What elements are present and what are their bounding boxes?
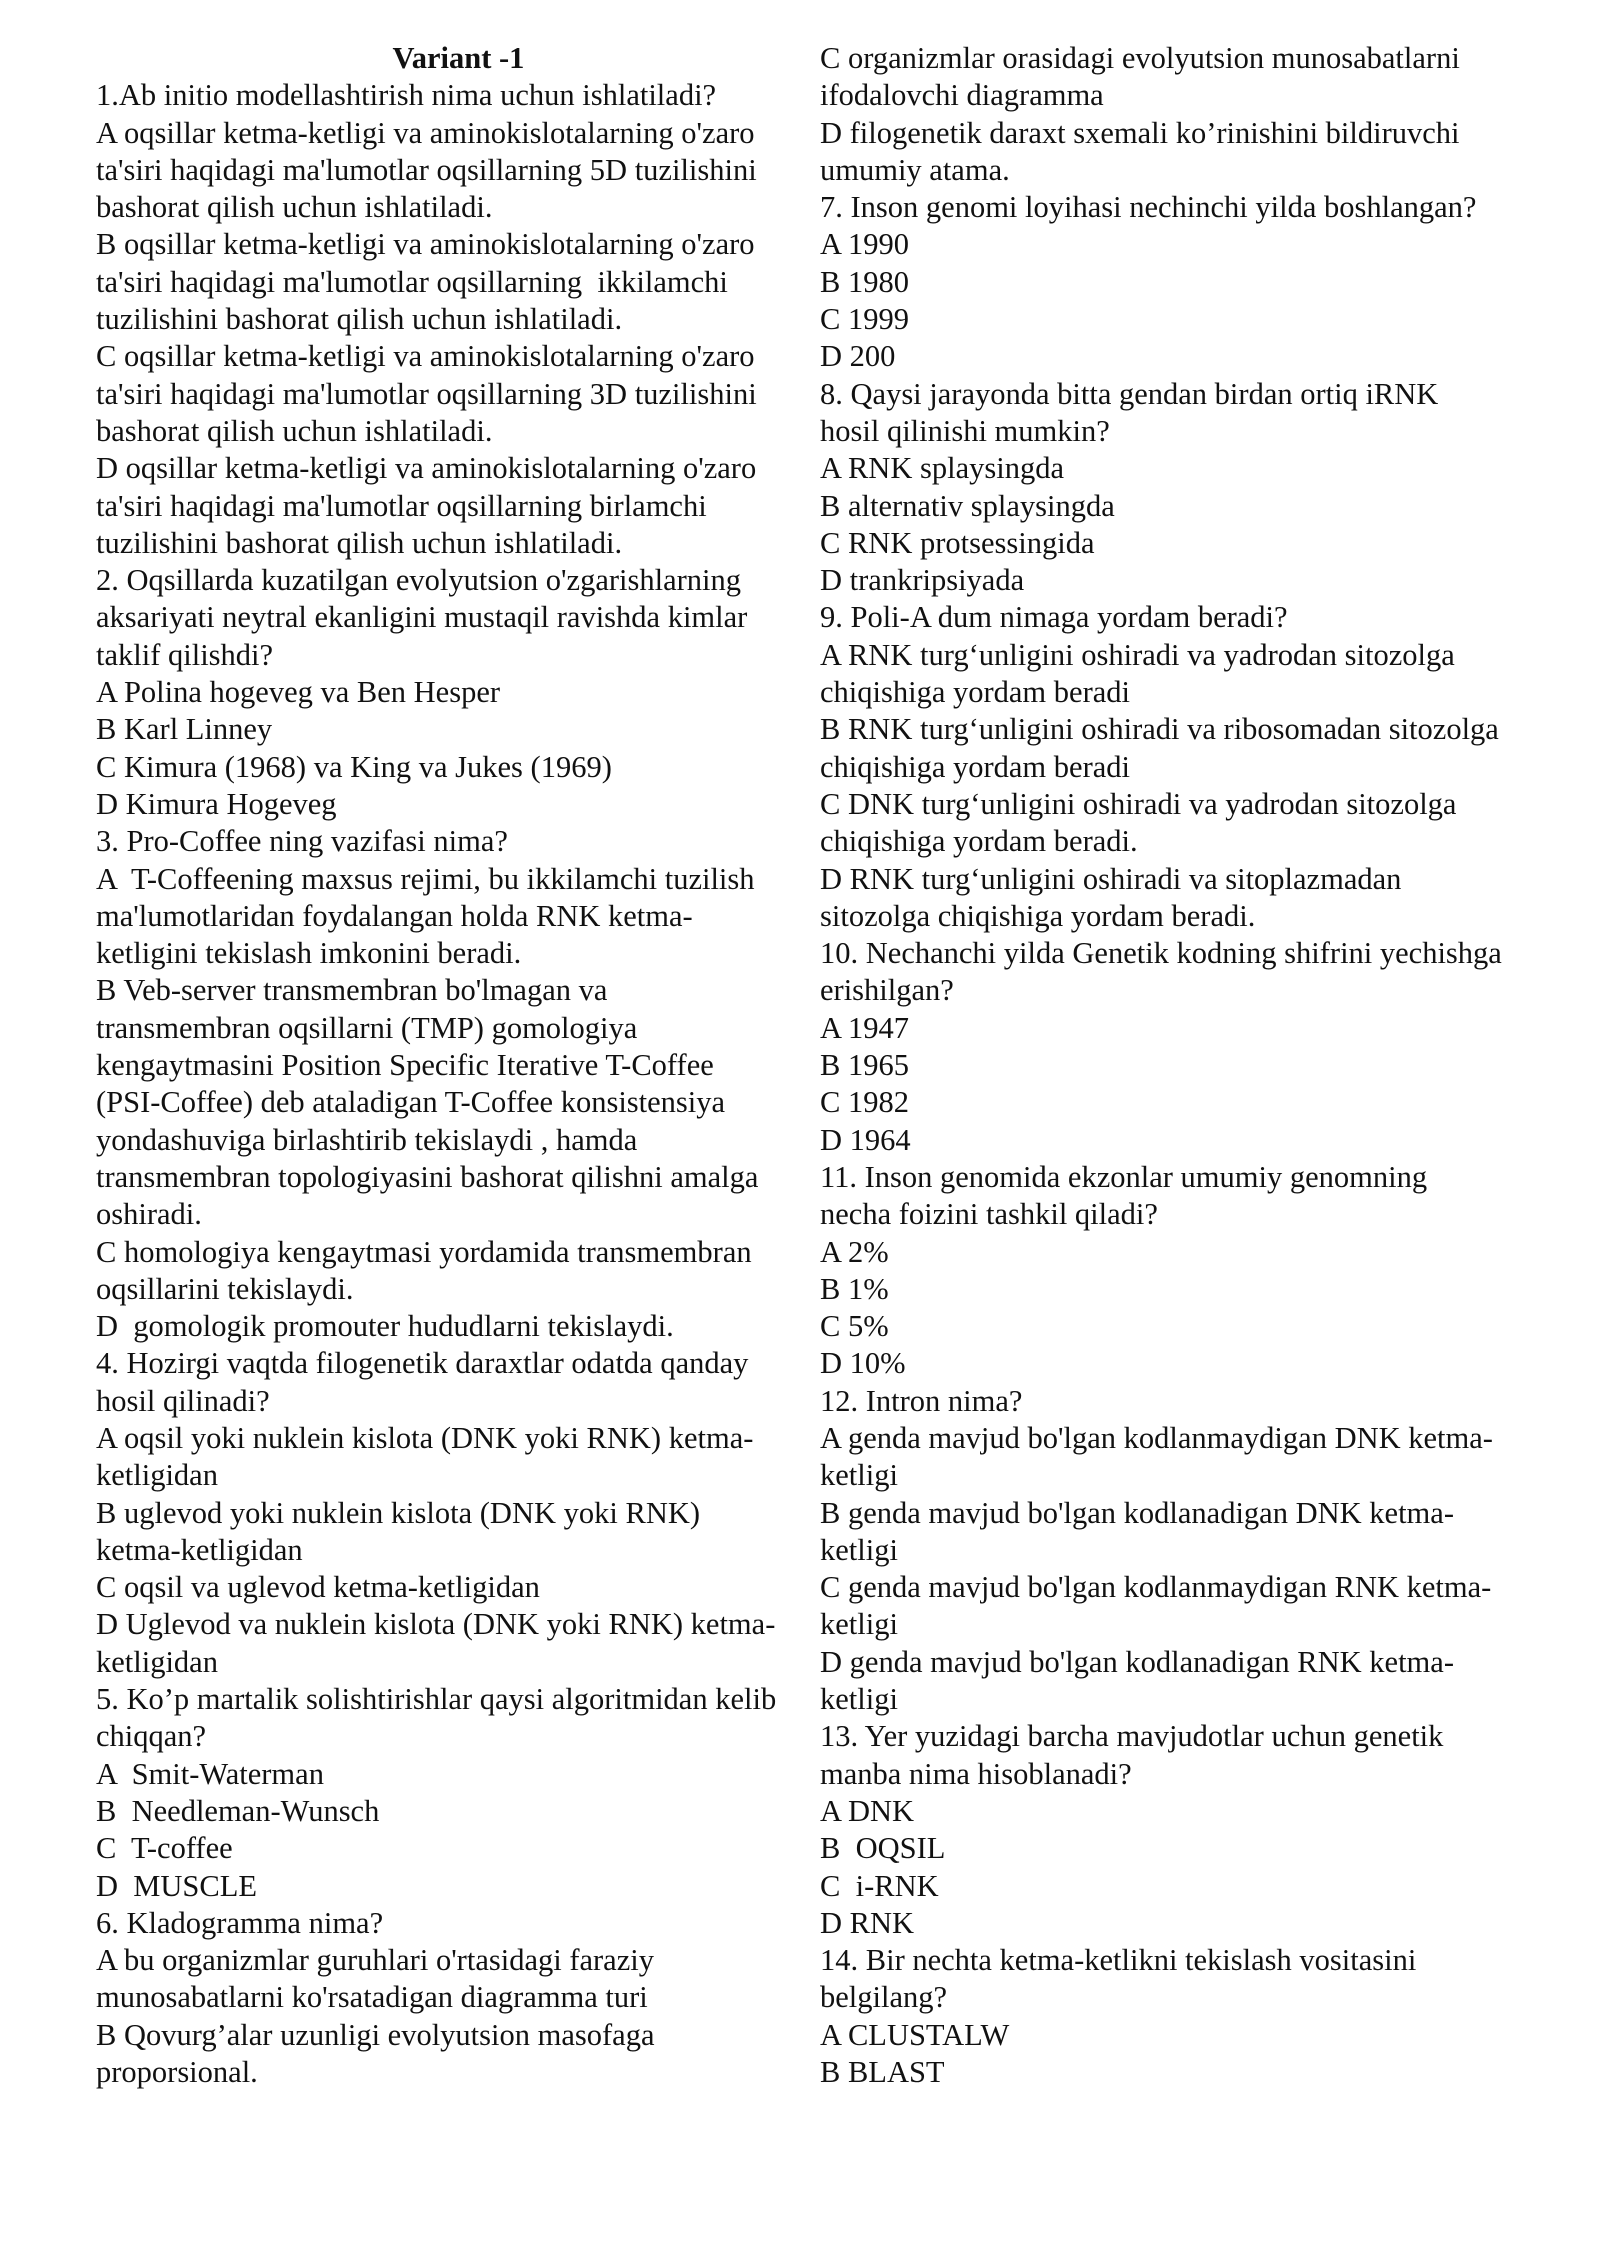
text-line: A oqsillar ketma-ketligi va aminokislotalarning o'zaro	[96, 115, 755, 150]
text-line: hosil qilinadi?	[96, 1383, 270, 1418]
text-line: B 1965	[820, 1048, 909, 1083]
text-line: proporsional.	[96, 2055, 258, 2090]
text-line: ta'siri haqidagi ma'lumotlar oqsillarning birlamchi	[96, 488, 707, 523]
text-line: munosabatlarni ko'rsatadigan diagramma turi	[96, 1980, 648, 2015]
text-line: A RNK splaysingda	[820, 451, 1064, 486]
text-line: A oqsil yoki nuklein kislota (DNK yoki RNK) ketma-	[96, 1420, 754, 1455]
text-line: B Needleman-Wunsch	[96, 1793, 380, 1828]
text-line: taklif qilishdi?	[96, 637, 274, 672]
text-line: C Kimura (1968) va King va Jukes (1969)	[96, 749, 612, 784]
text-line: necha foizini tashkil qiladi?	[820, 1197, 1158, 1232]
text-line: erishilgan?	[820, 973, 954, 1008]
text-line: sitozolga chiqishiga yordam beradi.	[820, 898, 1256, 933]
text-line: B genda mavjud bo'lgan kodlanadigan DNK ketma-	[820, 1495, 1454, 1530]
text-line: C 1982	[820, 1085, 909, 1120]
text-line: D MUSCLE	[96, 1868, 257, 1903]
text-line: 8. Qaysi jarayonda bitta gendan birdan ortiq iRNK	[820, 376, 1439, 411]
text-line: tuzilishini bashorat qilish uchun ishlatiladi.	[96, 525, 623, 560]
text-line: C i-RNK	[820, 1868, 939, 1903]
text-line: hosil qilinishi mumkin?	[820, 413, 1110, 448]
text-line: B uglevod yoki nuklein kislota (DNK yoki RNK)	[96, 1495, 701, 1530]
text-line: B oqsillar ketma-ketligi va aminokislotalarning o'zaro	[96, 227, 755, 262]
text-line: 7. Inson genomi loyihasi nechinchi yilda boshlangan?	[820, 190, 1477, 225]
text-line: 4. Hozirgi vaqtda filogenetik daraxtlar odatda qanday	[96, 1346, 749, 1381]
text-line: D filogenetik daraxt sxemali ko’rinishini bildiruvchi	[820, 115, 1460, 150]
text-line: B RNK turg‘unligini oshiradi va ribosomadan sitozolga	[820, 712, 1499, 747]
text-line: ta'siri haqidagi ma'lumotlar oqsillarning ikkilamchi	[96, 264, 728, 299]
text-line: 14. Bir nechta ketma-ketlikni tekislash vositasini	[820, 1943, 1417, 1978]
text-line: C RNK protsessingida	[820, 525, 1095, 560]
text-line: A CLUSTALW	[820, 2017, 1010, 2052]
text-line: D Uglevod va nuklein kislota (DNK yoki RNK) ketma-	[96, 1607, 776, 1642]
text-line: A Polina hogeveg va Ben Hesper	[96, 675, 501, 710]
text-line: ifodalovchi diagramma	[820, 78, 1104, 113]
text-line: C 5%	[820, 1309, 889, 1344]
text-line: C T-coffee	[96, 1831, 233, 1866]
text-line: chiqishiga yordam beradi	[820, 675, 1130, 710]
text-line: ketligi	[820, 1532, 898, 1567]
text-line: D RNK turg‘unligini oshiradi va sitoplazmadan	[820, 861, 1402, 896]
text-line: D 200	[820, 339, 896, 374]
text-line: C oqsil va uglevod ketma-ketligidan	[96, 1570, 540, 1605]
left-question-list	[96, 77, 821, 2091]
text-line: 3. Pro-Coffee ning vazifasi nima?	[96, 824, 508, 859]
text-line: B 1980	[820, 264, 909, 299]
text-line: D RNK	[820, 1905, 915, 1940]
text-line: 10. Nechanchi yilda Genetik kodning shifrini yechishga	[820, 936, 1502, 971]
text-line: ketligidan	[96, 1458, 218, 1493]
text-line: bashorat qilish uchun ishlatiladi.	[96, 190, 493, 225]
right-question-list	[820, 40, 1560, 2091]
text-line: D trankripsiyada	[820, 563, 1025, 598]
text-line: 2. Oqsillarda kuzatilgan evolyutsion o'zgarishlarning	[96, 563, 741, 598]
text-line: D oqsillar ketma-ketligi va aminokislotalarning o'zaro	[96, 451, 757, 486]
text-line: B BLAST	[820, 2055, 945, 2090]
text-line: C homologiya kengaytmasi yordamida transmembran	[96, 1234, 752, 1269]
text-line: A T-Coffeening maxsus rejimi, bu ikkilamchi tuzilish	[96, 861, 755, 896]
text-line: tuzilishini bashorat qilish uchun ishlatiladi.	[96, 302, 623, 337]
text-line: B Veb-server transmembran bo'lmagan va	[96, 973, 608, 1008]
text-line: 6. Kladogramma nima?	[96, 1905, 384, 1940]
text-line: ta'siri haqidagi ma'lumotlar oqsillarning 5D tuzilishini	[96, 152, 757, 187]
text-line: 1.Ab initio modellashtirish nima uchun ishlatiladi?	[96, 78, 717, 113]
text-line: B alternativ splaysingda	[820, 488, 1115, 523]
text-line: bashorat qilish uchun ishlatiladi.	[96, 413, 493, 448]
text-line: ma'lumotlaridan foydalangan holda RNK ketma-	[96, 898, 693, 933]
text-line: 11. Inson genomida ekzonlar umumiy genomning	[820, 1159, 1428, 1194]
text-line: B OQSIL	[820, 1831, 946, 1866]
right-column	[820, 40, 1560, 2091]
text-line: B Karl Linney	[96, 712, 273, 747]
text-line: A bu organizmlar guruhlari o'rtasidagi faraziy	[96, 1943, 654, 1978]
text-line: A 1947	[820, 1010, 909, 1045]
text-line: D genda mavjud bo'lgan kodlanadigan RNK ketma-	[820, 1644, 1454, 1679]
text-line: chiqqan?	[96, 1719, 207, 1754]
text-line: B 1%	[820, 1271, 889, 1306]
text-line: C organizmlar orasidagi evolyutsion munosabatlarni	[820, 41, 1460, 75]
text-line: 13. Yer yuzidagi barcha mavjudotlar uchun genetik	[820, 1719, 1444, 1754]
text-line: B Qovurg’alar uzunligi evolyutsion masofaga	[96, 2017, 655, 2052]
text-line: aksariyati neytral ekanligini mustaqil ravishda kimlar	[96, 600, 748, 635]
text-line: ketma-ketligidan	[96, 1532, 303, 1567]
text-line: chiqishiga yordam beradi	[820, 749, 1130, 784]
text-line: kengaytmasini Position Specific Iterative T-Coffee	[96, 1048, 714, 1083]
text-line: A DNK	[820, 1793, 915, 1828]
text-line: C 1999	[820, 302, 909, 337]
text-line: D 1964	[820, 1122, 911, 1157]
text-line: ketligi	[820, 1607, 898, 1642]
text-line: D Kimura Hogeveg	[96, 786, 337, 821]
text-line: A 2%	[820, 1234, 889, 1269]
text-line: belgilang?	[820, 1980, 948, 2015]
text-line: 9. Poli-A dum nimaga yordam beradi?	[820, 600, 1288, 635]
text-line: ketligi	[820, 1458, 898, 1493]
text-line: umumiy atama.	[820, 152, 1010, 187]
text-line: ketligi	[820, 1682, 898, 1717]
text-line: D 10%	[820, 1346, 906, 1381]
text-line: transmembran oqsillarni (TMP) gomologiya	[96, 1010, 638, 1045]
text-line: manba nima hisoblanadi?	[820, 1756, 1132, 1791]
text-line: A Smit-Waterman	[96, 1756, 324, 1791]
text-line: C genda mavjud bo'lgan kodlanmaydigan RNK ketma-	[820, 1570, 1492, 1605]
text-line: A RNK turg‘unligini oshiradi va yadrodan sitozolga	[820, 637, 1455, 672]
text-line: 5. Ko’p martalik solishtirishlar qaysi algoritmidan kelib	[96, 1682, 777, 1717]
text-line: D gomologik promouter hududlarni tekislaydi.	[96, 1309, 674, 1344]
text-line: C oqsillar ketma-ketligi va aminokislotalarning o'zaro	[96, 339, 755, 374]
text-line: ketligini tekislash imkonini beradi.	[96, 936, 522, 971]
text-line: A 1990	[820, 227, 909, 262]
text-line: A genda mavjud bo'lgan kodlanmaydigan DNK ketma-	[820, 1420, 1493, 1455]
text-line: transmembran topologiyasini bashorat qilishni amalga	[96, 1159, 759, 1194]
left-column	[96, 40, 821, 2091]
text-line: oqsillarini tekislaydi.	[96, 1271, 354, 1306]
text-line: ketligidan	[96, 1644, 218, 1679]
text-line: ta'siri haqidagi ma'lumotlar oqsillarning 3D tuzilishini	[96, 376, 757, 411]
text-line: chiqishiga yordam beradi.	[820, 824, 1138, 859]
text-line: yondashuviga birlashtirib tekislaydi , hamda	[96, 1122, 638, 1157]
text-line: 12. Intron nima?	[820, 1383, 1023, 1418]
text-line: C DNK turg‘unligini oshiradi va yadrodan sitozolga	[820, 786, 1457, 821]
page-title: Variant -1	[392, 41, 525, 75]
text-line: (PSI-Coffee) deb ataladigan T-Coffee konsistensiya	[96, 1085, 726, 1120]
text-line: oshiradi.	[96, 1197, 202, 1232]
